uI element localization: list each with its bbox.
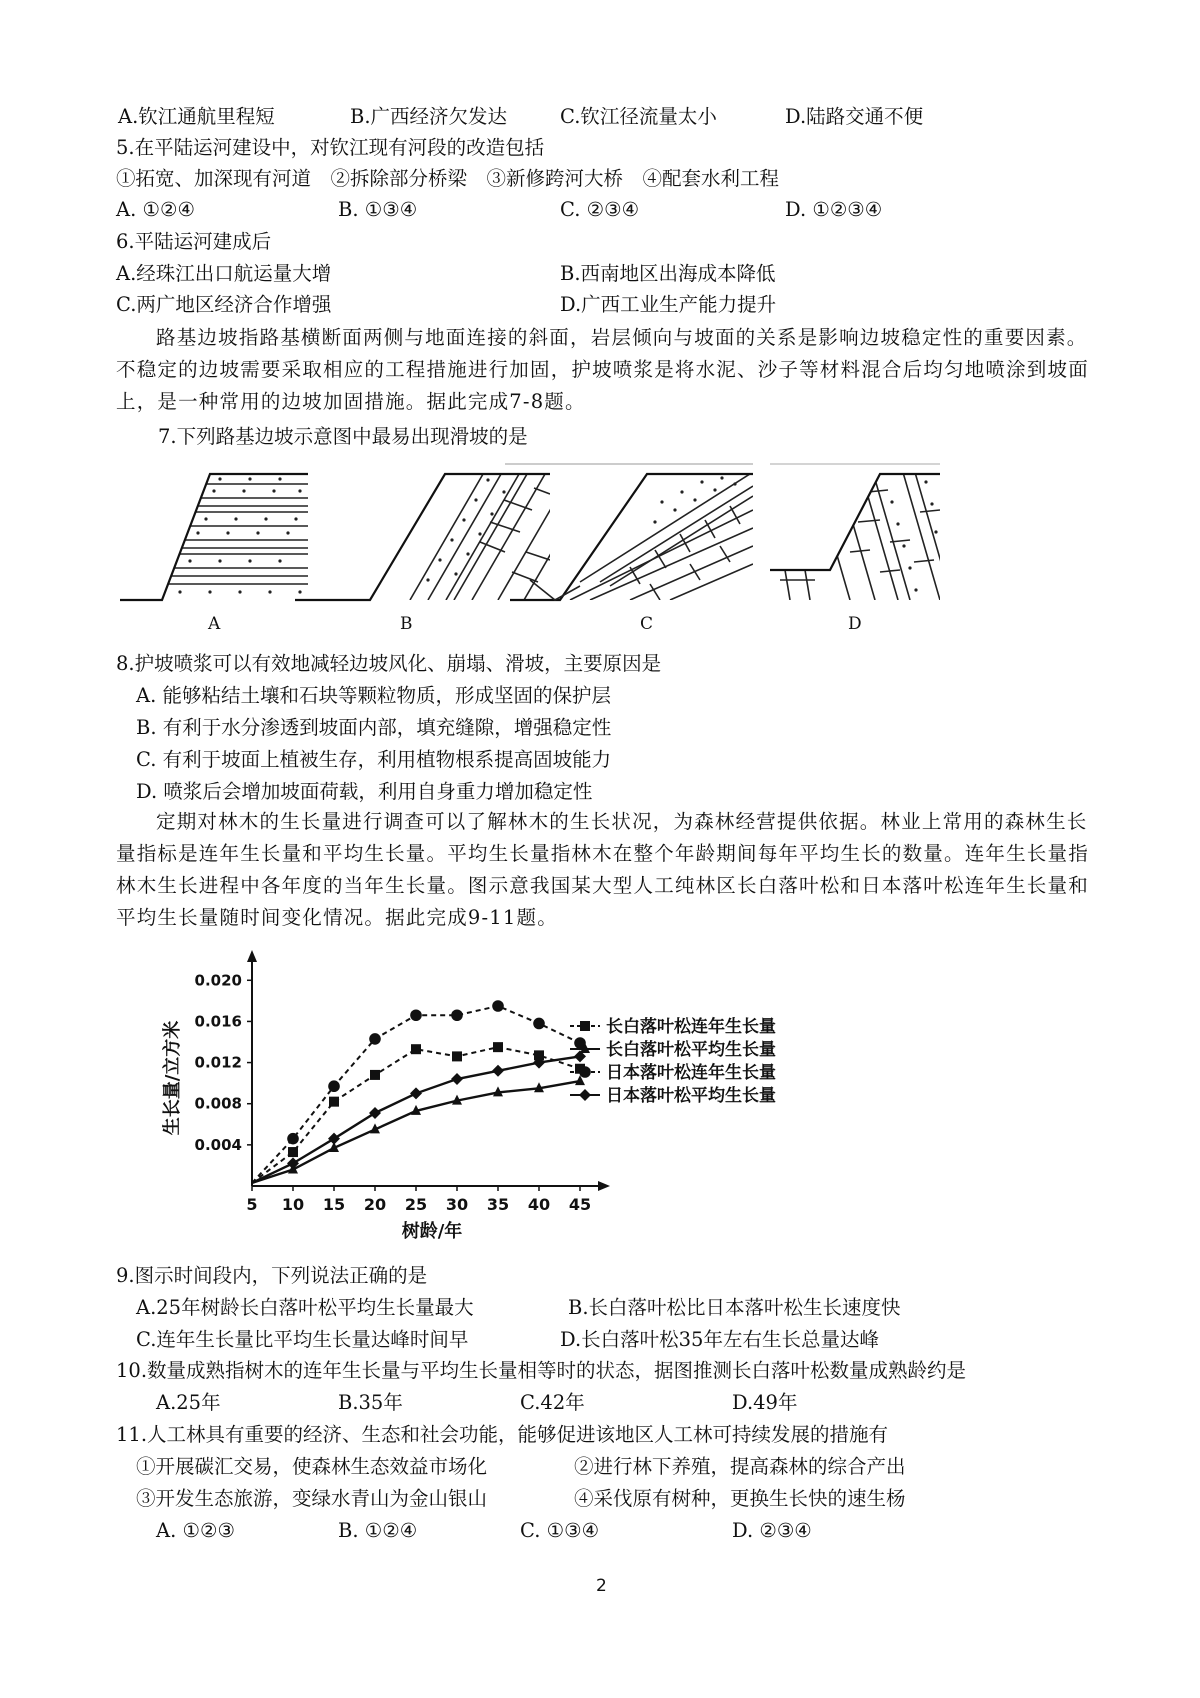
q11-item-3: ③开发生态旅游，变绿水青山为金山银山 [136,1487,488,1510]
q6-option-d: D.广西工业生产能力提升 [560,293,777,316]
x-tick-label: 40 [527,1195,551,1214]
x-tick-label: 30 [445,1195,469,1214]
q9-stem: 9.图示时间段内，下列说法正确的是 [116,1264,428,1287]
chart-axes [195,950,610,1214]
data-point [328,1080,340,1092]
data-point [410,1009,422,1021]
q8-option-c: C. 有利于坡面上植被生存，利用植物根系提高固坡能力 [136,748,612,771]
data-point [369,1033,381,1045]
q10-option-c: C.42年 [520,1391,585,1414]
q8-option-b: B. 有利于水分渗透到坡面内部，填充缝隙，增强稳定性 [136,716,612,739]
q9-option-a: A.25年树龄长白落叶松平均生长量最大 [136,1296,474,1319]
data-point [533,1018,545,1030]
data-point [452,1051,462,1061]
y-tick-label: 0.020 [194,971,242,990]
data-point [411,1044,421,1054]
data-point [329,1097,339,1107]
q5-option-d: D. ①②③④ [785,198,883,221]
page-number: 2 [596,1576,607,1596]
x-tick-label: 20 [363,1195,387,1214]
data-point [492,1000,504,1012]
q9-option-b: B.长白落叶松比日本落叶松生长速度快 [568,1296,901,1319]
q6-option-a: A.经珠江出口航运量大增 [116,262,332,285]
x-tick-label: 10 [281,1195,305,1214]
diagram-label-b: B [400,614,413,634]
q11-option-b: B. ①②④ [338,1519,418,1542]
q8-stem: 8.护坡喷浆可以有效地减轻边坡风化、崩塌、滑坡，主要原因是 [116,652,662,675]
growth-chart [160,950,920,1250]
q7-stem: 7.下列路基边坡示意图中最易出现滑坡的是 [158,425,528,448]
q10-stem: 10.数量成熟指树木的连年生长量与平均生长量相等时的状态，据图推测长白落叶松数量成熟龄约是 [116,1359,967,1382]
data-point [288,1147,298,1157]
data-point [492,1065,504,1077]
q6-option-c: C.两广地区经济合作增强 [116,293,332,316]
chart-legend [570,1016,776,1106]
y-tick-label: 0.004 [194,1135,242,1154]
x-tick-label: 25 [404,1195,428,1214]
data-point [493,1042,503,1052]
legend-label: 日本落叶松连年生长量 [606,1063,776,1083]
x-axis-arrow [598,1181,610,1191]
slope-diagram-a [120,474,310,600]
q10-option-d: D.49年 [732,1391,798,1414]
legend-label: 长白落叶松连年生长量 [606,1017,776,1037]
q11-item-2: ②进行林下养殖，提高森林的综合产出 [574,1455,906,1478]
q5-option-b: B. ①③④ [338,198,418,221]
passage-7-8: 路基边坡指路基横断面两侧与地面连接的斜面，岩层倾向与坡面的关系是影响边坡稳定性的重要因素。不稳定的边坡需要采取相应的工程措施进行加固，护坡喷浆是将水泥、沙子等材料混合后均匀地喷涂到坡面上，是一种常用的边坡加固措施。据此完成7-8题。 [116,326,1089,413]
series-line [252,1047,580,1183]
data-point [580,1021,590,1031]
q9-option-c: C.连年生长量比平均生长量达峰时间早 [136,1328,469,1351]
q11-stem: 11.人工林具有重要的经济、生态和社会功能，能够促进该地区人工林可持续发展的措施有 [116,1423,889,1446]
data-point [579,1066,591,1078]
q5-stem: 5.在平陆运河建设中，对钦江现有河段的改造包括 [116,136,545,159]
q4-option-d: D.陆路交通不便 [785,105,924,128]
q6-stem: 6.平陆运河建成后 [116,230,272,253]
data-point [410,1087,422,1099]
x-tick-label: 5 [246,1195,258,1214]
q4-option-c: C.钦江径流量太小 [560,105,717,128]
q10-option-a: A.25年 [156,1391,221,1414]
y-tick-label: 0.008 [194,1094,242,1113]
q10-option-b: B.35年 [338,1391,403,1414]
q11-item-1: ①开展碳汇交易，使森林生态效益市场化 [136,1455,488,1478]
diagram-label-d: D [848,614,862,634]
slope-diagrams [110,462,945,612]
q11-option-a: A. ①②③ [156,1519,235,1542]
slope-diagram-b [295,462,604,600]
data-point [451,1073,463,1085]
data-point [451,1009,463,1021]
chart-series [252,1000,586,1183]
x-tick-label: 15 [322,1195,346,1214]
q5-items: ①拓宽、加深现有河道 ②拆除部分桥梁 ③新修跨河大桥 ④配套水利工程 [116,167,780,190]
chart-ylabel: 生长量/立方米 [162,1020,183,1136]
data-point [369,1107,381,1119]
passage-9-11: 定期对林木的生长量进行调查可以了解林木的生长状况，为森林经营提供依据。林业上常用的森林生长量指标是连年生长量和平均生长量。平均生长量指林木在整个年龄期间每年平均生长的数量。连年生长量指林木生长进程中各年度的当年生长量。图示意我国某大型人工纯林区长白落叶松和日本落叶松连年生长量和平均生长量随时间变化情况。据此完成9-11题。 [116,810,1089,929]
data-point [328,1133,340,1145]
slope-diagram-c [505,464,753,600]
q11-option-d: D. ②③④ [732,1519,812,1542]
legend-label: 日本落叶松平均生长量 [606,1086,776,1106]
chart-xlabel: 树龄/年 [401,1221,463,1242]
x-tick-label: 45 [568,1195,592,1214]
q5-option-c: C. ②③④ [560,198,640,221]
legend-label: 长白落叶松平均生长量 [606,1040,776,1060]
q4-option-b: B.广西经济欠发达 [350,105,508,128]
x-tick-label: 35 [486,1195,510,1214]
slope-diagram-d [770,462,945,600]
q8-option-d: D. 喷浆后会增加坡面荷载，利用自身重力增加稳定性 [136,780,593,803]
y-axis-arrow [247,950,257,962]
y-tick-label: 0.012 [194,1053,242,1072]
q5-option-a: A. ①②④ [116,198,195,221]
data-point [370,1070,380,1080]
q6-option-b: B.西南地区出海成本降低 [560,262,776,285]
y-tick-label: 0.016 [194,1012,242,1031]
q11-item-4: ④采伐原有树种，更换生长快的速生杨 [574,1487,906,1510]
q9-option-d: D.长白落叶松35年左右生长总量达峰 [560,1328,879,1351]
diagram-label-a: A [208,614,221,634]
q8-option-a: A. 能够粘结土壤和石块等颗粒物质，形成坚固的保护层 [136,684,611,707]
q11-option-c: C. ①③④ [520,1519,600,1542]
diagram-label-c: C [640,614,654,634]
data-point [287,1133,299,1145]
q4-option-a: A.钦江通航里程短 [118,105,275,128]
data-point [579,1089,591,1101]
